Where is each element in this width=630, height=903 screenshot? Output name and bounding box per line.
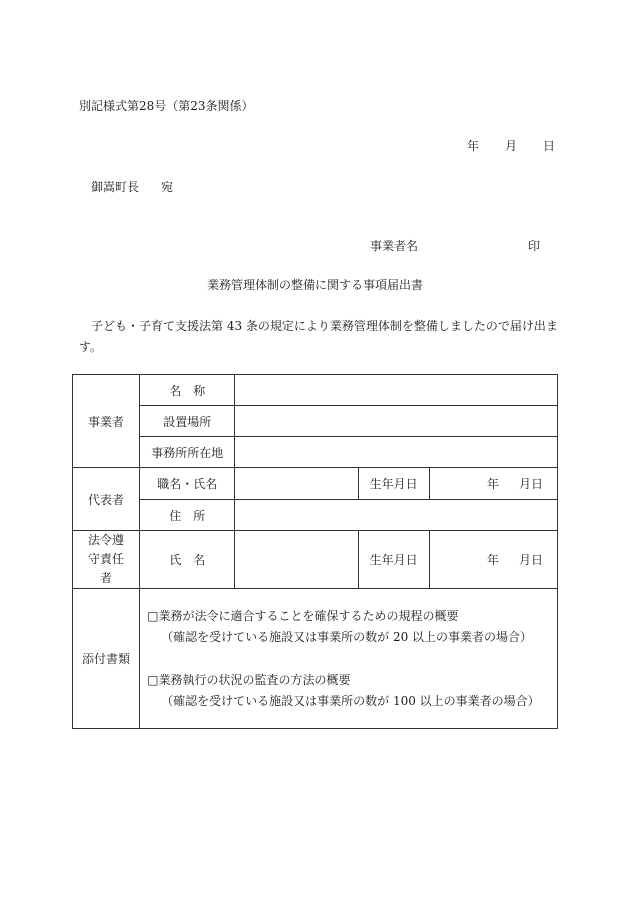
compliance-officer-name-label: 氏 名 <box>140 531 235 589</box>
co-birth-year-label: 年 <box>486 553 499 567</box>
compliance-officer-name-field[interactable] <box>235 531 358 589</box>
representative-title-name-field[interactable] <box>235 468 358 500</box>
compliance-officer-birthdate-label: 生年月日 <box>358 531 429 589</box>
addressee-suffix: 宛 <box>161 180 174 194</box>
date-month-label: 月 <box>505 139 518 153</box>
addressee <box>91 178 173 195</box>
representative-title-name-label: 職名・氏名 <box>140 468 235 500</box>
attachment-item-regulations[interactable]: □業務が法令に適合することを確保するための規程の概要 <box>147 608 459 623</box>
operator-name-field[interactable] <box>235 375 558 406</box>
representative-header: 代表者 <box>73 468 140 531</box>
compliance-officer-birthdate-field[interactable] <box>429 531 557 589</box>
submission-date <box>467 137 555 154</box>
operator-name-label: 名 称 <box>140 375 235 406</box>
rep-birth-year-label: 年 <box>486 477 499 491</box>
operator-location-label: 設置場所 <box>140 406 235 437</box>
attachments-header: 添付書類 <box>73 589 140 729</box>
representative-address-label: 住 所 <box>140 500 235 531</box>
date-year-label: 年 <box>467 139 480 153</box>
rep-birth-month-label: 月 <box>518 477 531 491</box>
attachment-item-audit[interactable]: □業務執行の状況の監査の方法の概要 <box>147 672 351 687</box>
office-address-field[interactable] <box>235 437 558 468</box>
business-operator-header: 事業者 <box>73 375 140 468</box>
representative-birthdate-label: 生年月日 <box>358 468 429 500</box>
seal-mark: 印 <box>528 239 541 253</box>
compliance-officer-header <box>73 531 140 589</box>
operator-signature-line <box>370 237 541 254</box>
date-day-label: 日 <box>543 139 556 153</box>
rep-birth-day-label: 日 <box>530 477 543 491</box>
operator-location-field[interactable] <box>235 406 558 437</box>
attachment-note-audit: （確認を受けている施設又は事業所の数が 100 以上の事業者の場合） <box>161 693 540 708</box>
intro-paragraph: 子ども・子育て支援法第 43 条の規定により業務管理体制を整備しましたので届け出ます。 <box>79 319 558 354</box>
document-title: 業務管理体制の整備に関する事項届出書 <box>206 278 423 292</box>
attachments-list <box>140 589 558 729</box>
representative-birthdate-field[interactable] <box>429 468 557 500</box>
form-number: 別記様式第28号（第23条関係） <box>79 99 254 113</box>
representative-address-field[interactable] <box>235 500 558 531</box>
attachment-note-regulations: （確認を受けている施設又は事業所の数が 20 以上の事業者の場合） <box>161 629 533 644</box>
notification-form-table <box>72 374 558 729</box>
operator-name-label: 事業者名 <box>370 239 419 253</box>
addressee-name: 御嵩町長 <box>91 180 140 194</box>
co-birth-day-label: 日 <box>530 553 543 567</box>
compliance-officer-header-text: 法令遵守責任者 <box>88 533 125 585</box>
office-address-label: 事務所所在地 <box>140 437 235 468</box>
co-birth-month-label: 月 <box>518 553 531 567</box>
